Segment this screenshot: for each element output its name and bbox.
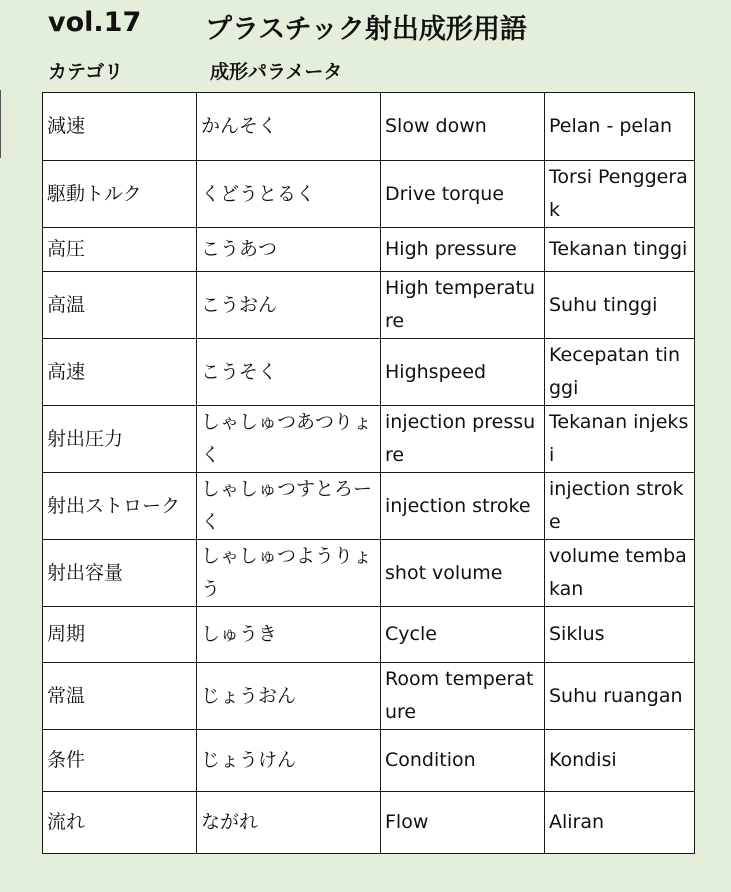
term-english: Cycle <box>381 607 545 663</box>
term-english: High temperature <box>381 272 545 339</box>
glossary-table <box>42 92 695 854</box>
table-row <box>43 406 695 473</box>
term-reading: こうそく <box>197 339 381 406</box>
table-row <box>43 272 695 339</box>
term-english: Condition <box>381 730 545 792</box>
term-kanji: 射出容量 <box>43 540 197 607</box>
term-kanji: 射出圧力 <box>43 406 197 473</box>
volume-label: vol.17 <box>48 7 142 38</box>
table-row <box>43 730 695 792</box>
term-kanji: 高温 <box>43 272 197 339</box>
term-reading: しゃしゅつあつりょく <box>197 406 381 473</box>
term-reading: くどうとるく <box>197 161 381 228</box>
table-row <box>43 663 695 730</box>
term-indonesian: Suhu ruangan <box>545 663 695 730</box>
table-row <box>43 161 695 228</box>
term-english: Flow <box>381 792 545 854</box>
table-row <box>43 93 695 161</box>
term-kanji: 周期 <box>43 607 197 663</box>
table-row <box>43 607 695 663</box>
term-english: Highspeed <box>381 339 545 406</box>
term-reading: かんそく <box>197 93 381 161</box>
term-reading: じょうおん <box>197 663 381 730</box>
term-english: Drive torque <box>381 161 545 228</box>
term-indonesian: Siklus <box>545 607 695 663</box>
term-indonesian: Tekanan injeksi <box>545 406 695 473</box>
term-indonesian: Pelan - pelan <box>545 93 695 161</box>
term-reading: じょうけん <box>197 730 381 792</box>
term-indonesian: Kecepatan tinggi <box>545 339 695 406</box>
term-reading: しゃしゅつようりょう <box>197 540 381 607</box>
table-row <box>43 228 695 272</box>
term-indonesian: Tekanan tinggi <box>545 228 695 272</box>
term-english: injection stroke <box>381 473 545 540</box>
table-row <box>43 540 695 607</box>
term-kanji: 駆動トルク <box>43 161 197 228</box>
term-reading: しゅうき <box>197 607 381 663</box>
term-reading: こうおん <box>197 272 381 339</box>
term-english: shot volume <box>381 540 545 607</box>
term-kanji: 流れ <box>43 792 197 854</box>
category-value: 成形パラメータ <box>210 61 343 83</box>
term-kanji: 常温 <box>43 663 197 730</box>
term-english: High pressure <box>381 228 545 272</box>
term-reading: こうあつ <box>197 228 381 272</box>
term-indonesian: injection stroke <box>545 473 695 540</box>
term-english: Slow down <box>381 93 545 161</box>
term-indonesian: Kondisi <box>545 730 695 792</box>
subject-title: プラスチック射出成形用語 <box>205 14 527 45</box>
table-row <box>43 473 695 540</box>
table-row <box>43 339 695 406</box>
table-row <box>43 792 695 854</box>
term-english: Room temperature <box>381 663 545 730</box>
term-reading: ながれ <box>197 792 381 854</box>
left-edge-mark <box>0 90 1 158</box>
term-kanji: 減速 <box>43 93 197 161</box>
term-indonesian: Torsi Penggerak <box>545 161 695 228</box>
category-label: カテゴリ <box>48 61 124 83</box>
term-kanji: 高圧 <box>43 228 197 272</box>
term-reading: しゃしゅつすとろーく <box>197 473 381 540</box>
term-kanji: 射出ストローク <box>43 473 197 540</box>
term-indonesian: Suhu tinggi <box>545 272 695 339</box>
term-kanji: 条件 <box>43 730 197 792</box>
term-indonesian: Aliran <box>545 792 695 854</box>
term-kanji: 高速 <box>43 339 197 406</box>
glossary-body <box>43 93 695 854</box>
term-english: injection pressure <box>381 406 545 473</box>
term-indonesian: volume tembakan <box>545 540 695 607</box>
